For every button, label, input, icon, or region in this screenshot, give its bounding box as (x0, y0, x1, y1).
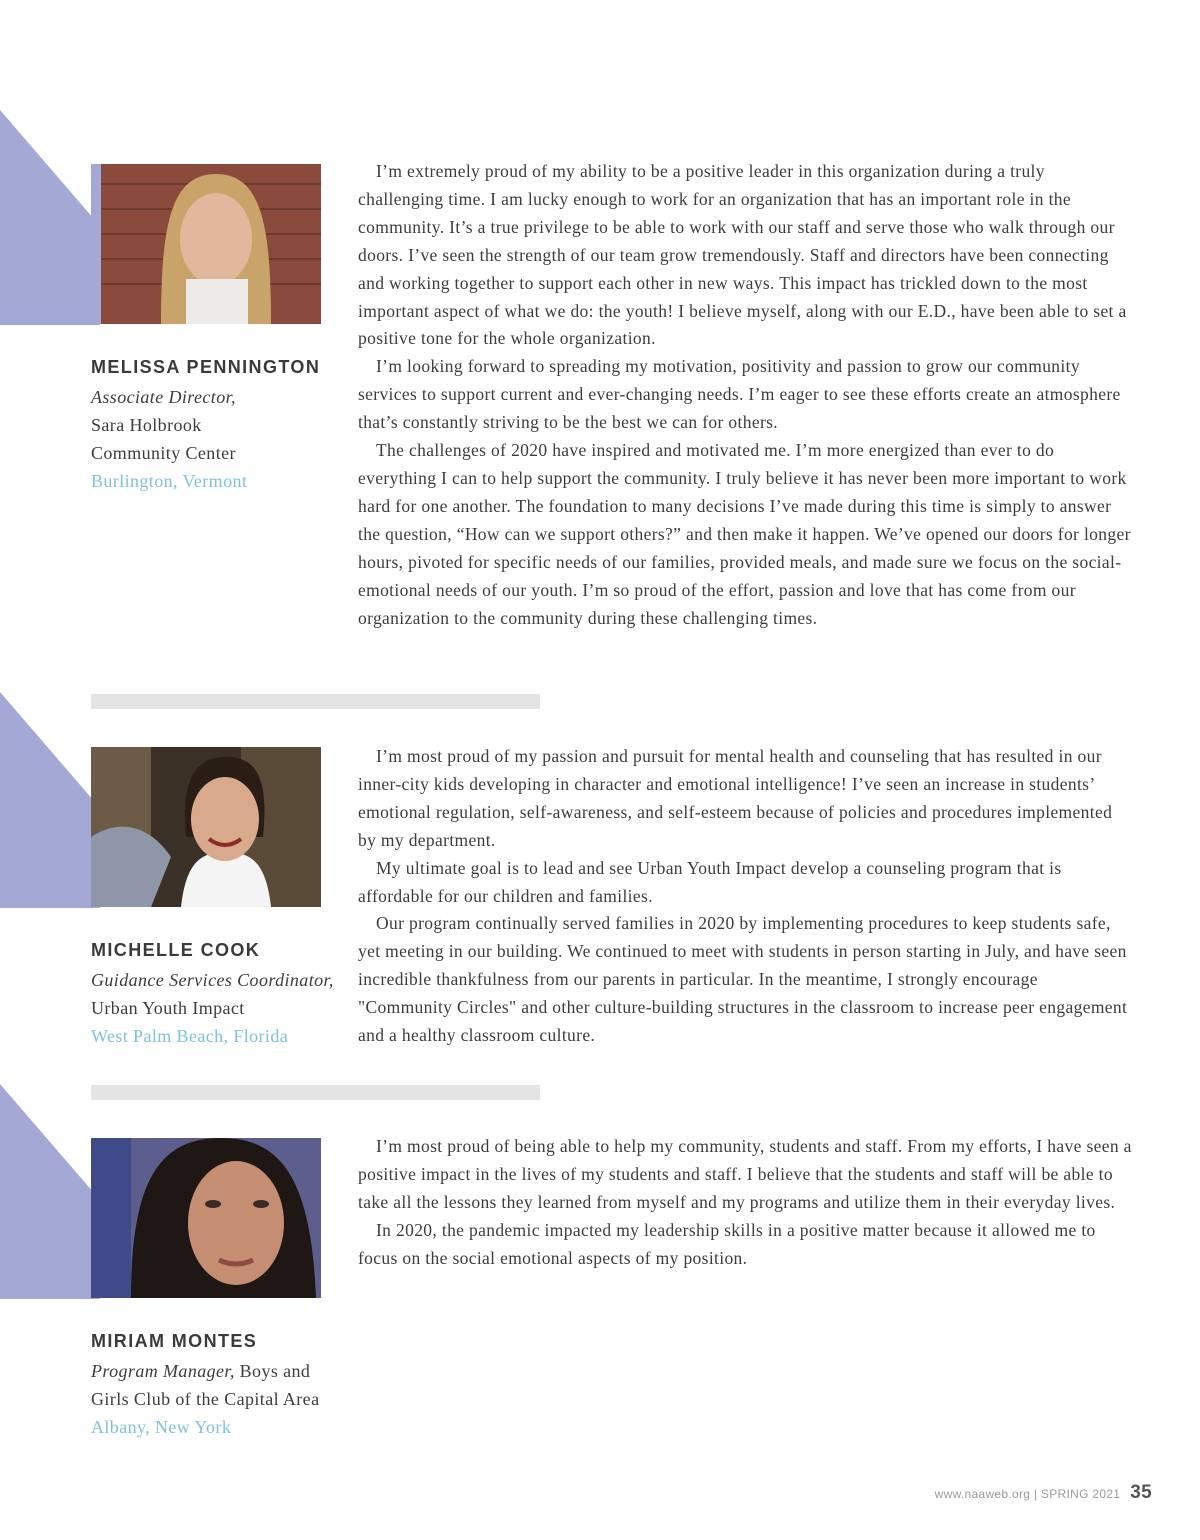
testimonial-paragraph: I’m extremely proud of my ability to be a positive leader in this organization during a truly challenging time. I am lucky enough to work for an organization that has an important role in the community. It’s a true privilege to be able to work with our staff and serve those who walk through our doors. I’ve seen the strength of our team grow tremendously. Staff and directors have been connecting and working together to support each other in new ways. This impact has trickled down to the most important aspect of what we do: the youth! I believe myself, along with our E.D., have been able to set a positive tone for the whole organization. (358, 161, 1127, 349)
profile-photo-melissa (91, 164, 321, 324)
person-location: Burlington, Vermont (91, 471, 248, 491)
person-name: MELISSA PENNINGTON (91, 357, 321, 377)
testimonial-paragraph: I’m most proud of being able to help my community, students and staff. From my efforts, I have seen a positive impact in the lives of my students and staff. I believe that the students and staff will be able to take all the lessons they learned from myself and my programs and utilize them in their everyday lives. (358, 1136, 1132, 1212)
profile-card-michelle (91, 938, 341, 1050)
person-role: Associate Director, (91, 387, 236, 407)
testimonial-paragraph: I’m looking forward to spreading my motivation, positivity and passion to grow our community services to support current and ever-changing needs. I’m eager to see these efforts create an atmosphere that’s constantly striving to be the best we can for others. (358, 356, 1121, 433)
testimonial-michelle (358, 743, 1133, 1050)
testimonial-paragraph: Our program continually served families in 2020 by implementing procedures to keep students safe, yet meeting in our building. We continued to meet with students in person starting in July, and have seen incredible thankfulness from our parents in particular. In the meantime, I strongly encourage "Community Circles" and other culture-building structures in the classroom to increase peer engagement and a healthy classroom culture. (358, 913, 1128, 1046)
decorative-triangle (0, 1084, 100, 1299)
person-organization: Sara Holbrook (91, 415, 202, 435)
decorative-triangle (0, 110, 100, 325)
page-footer (935, 1482, 1152, 1504)
profile-card-miriam (91, 1329, 341, 1441)
testimonial-miriam (358, 1133, 1133, 1273)
person-organization: Boys and (234, 1361, 311, 1381)
person-organization: Community Center (91, 443, 236, 463)
testimonial-melissa (358, 158, 1133, 632)
page-number: 35 (1130, 1482, 1152, 1503)
testimonial-paragraph: The challenges of 2020 have inspired and motivated me. I’m more energized than ever to do everything I can to help support the community. I truly believe it has never been more important to work hard for one another. The foundation to many decisions I’ve made during this time is simply to answer the question, “How can we support others?” and then make it happen. We’ve opened our doors for longer hours, pivoted for specific needs of our families, provided meals, and made sure we focus on the social-emotional needs of our youth. I’m so proud of the effort, passion and love that has come from our organization to the community during these challenging times. (358, 440, 1131, 628)
person-location: West Palm Beach, Florida (91, 1026, 289, 1046)
profile-photo-michelle (91, 747, 321, 907)
section-divider (91, 694, 540, 709)
profile-card-melissa (91, 355, 341, 495)
testimonial-paragraph: I’m most proud of my passion and pursuit for mental health and counseling that has resulted in our inner-city kids developing in character and emotional intelligence! I’ve seen an increase in students’ emotional regulation, self-awareness, and self-esteem because of policies and procedures implemented by my department. (358, 746, 1113, 850)
person-role: Guidance Services Coordinator, (91, 970, 334, 990)
testimonial-paragraph: In 2020, the pandemic impacted my leadership skills in a positive matter because it allowed me to focus on the social emotional aspects of my position. (358, 1219, 1096, 1268)
section-divider (91, 1085, 540, 1100)
profile-photo-miriam (91, 1138, 321, 1298)
person-organization: Urban Youth Impact (91, 998, 245, 1018)
person-location: Albany, New York (91, 1417, 232, 1437)
person-name: MIRIAM MONTES (91, 1331, 258, 1351)
person-name: MICHELLE COOK (91, 940, 261, 960)
footer-site-issue: www.naaweb.org | SPRING 2021 (934, 1487, 1121, 1501)
testimonial-paragraph: My ultimate goal is to lead and see Urban Youth Impact develop a counseling program that is affordable for our children and families. (358, 857, 1062, 906)
person-organization: Girls Club of the Capital Area (91, 1389, 320, 1409)
person-role: Program Manager, (91, 1361, 235, 1381)
decorative-triangle (0, 692, 100, 908)
